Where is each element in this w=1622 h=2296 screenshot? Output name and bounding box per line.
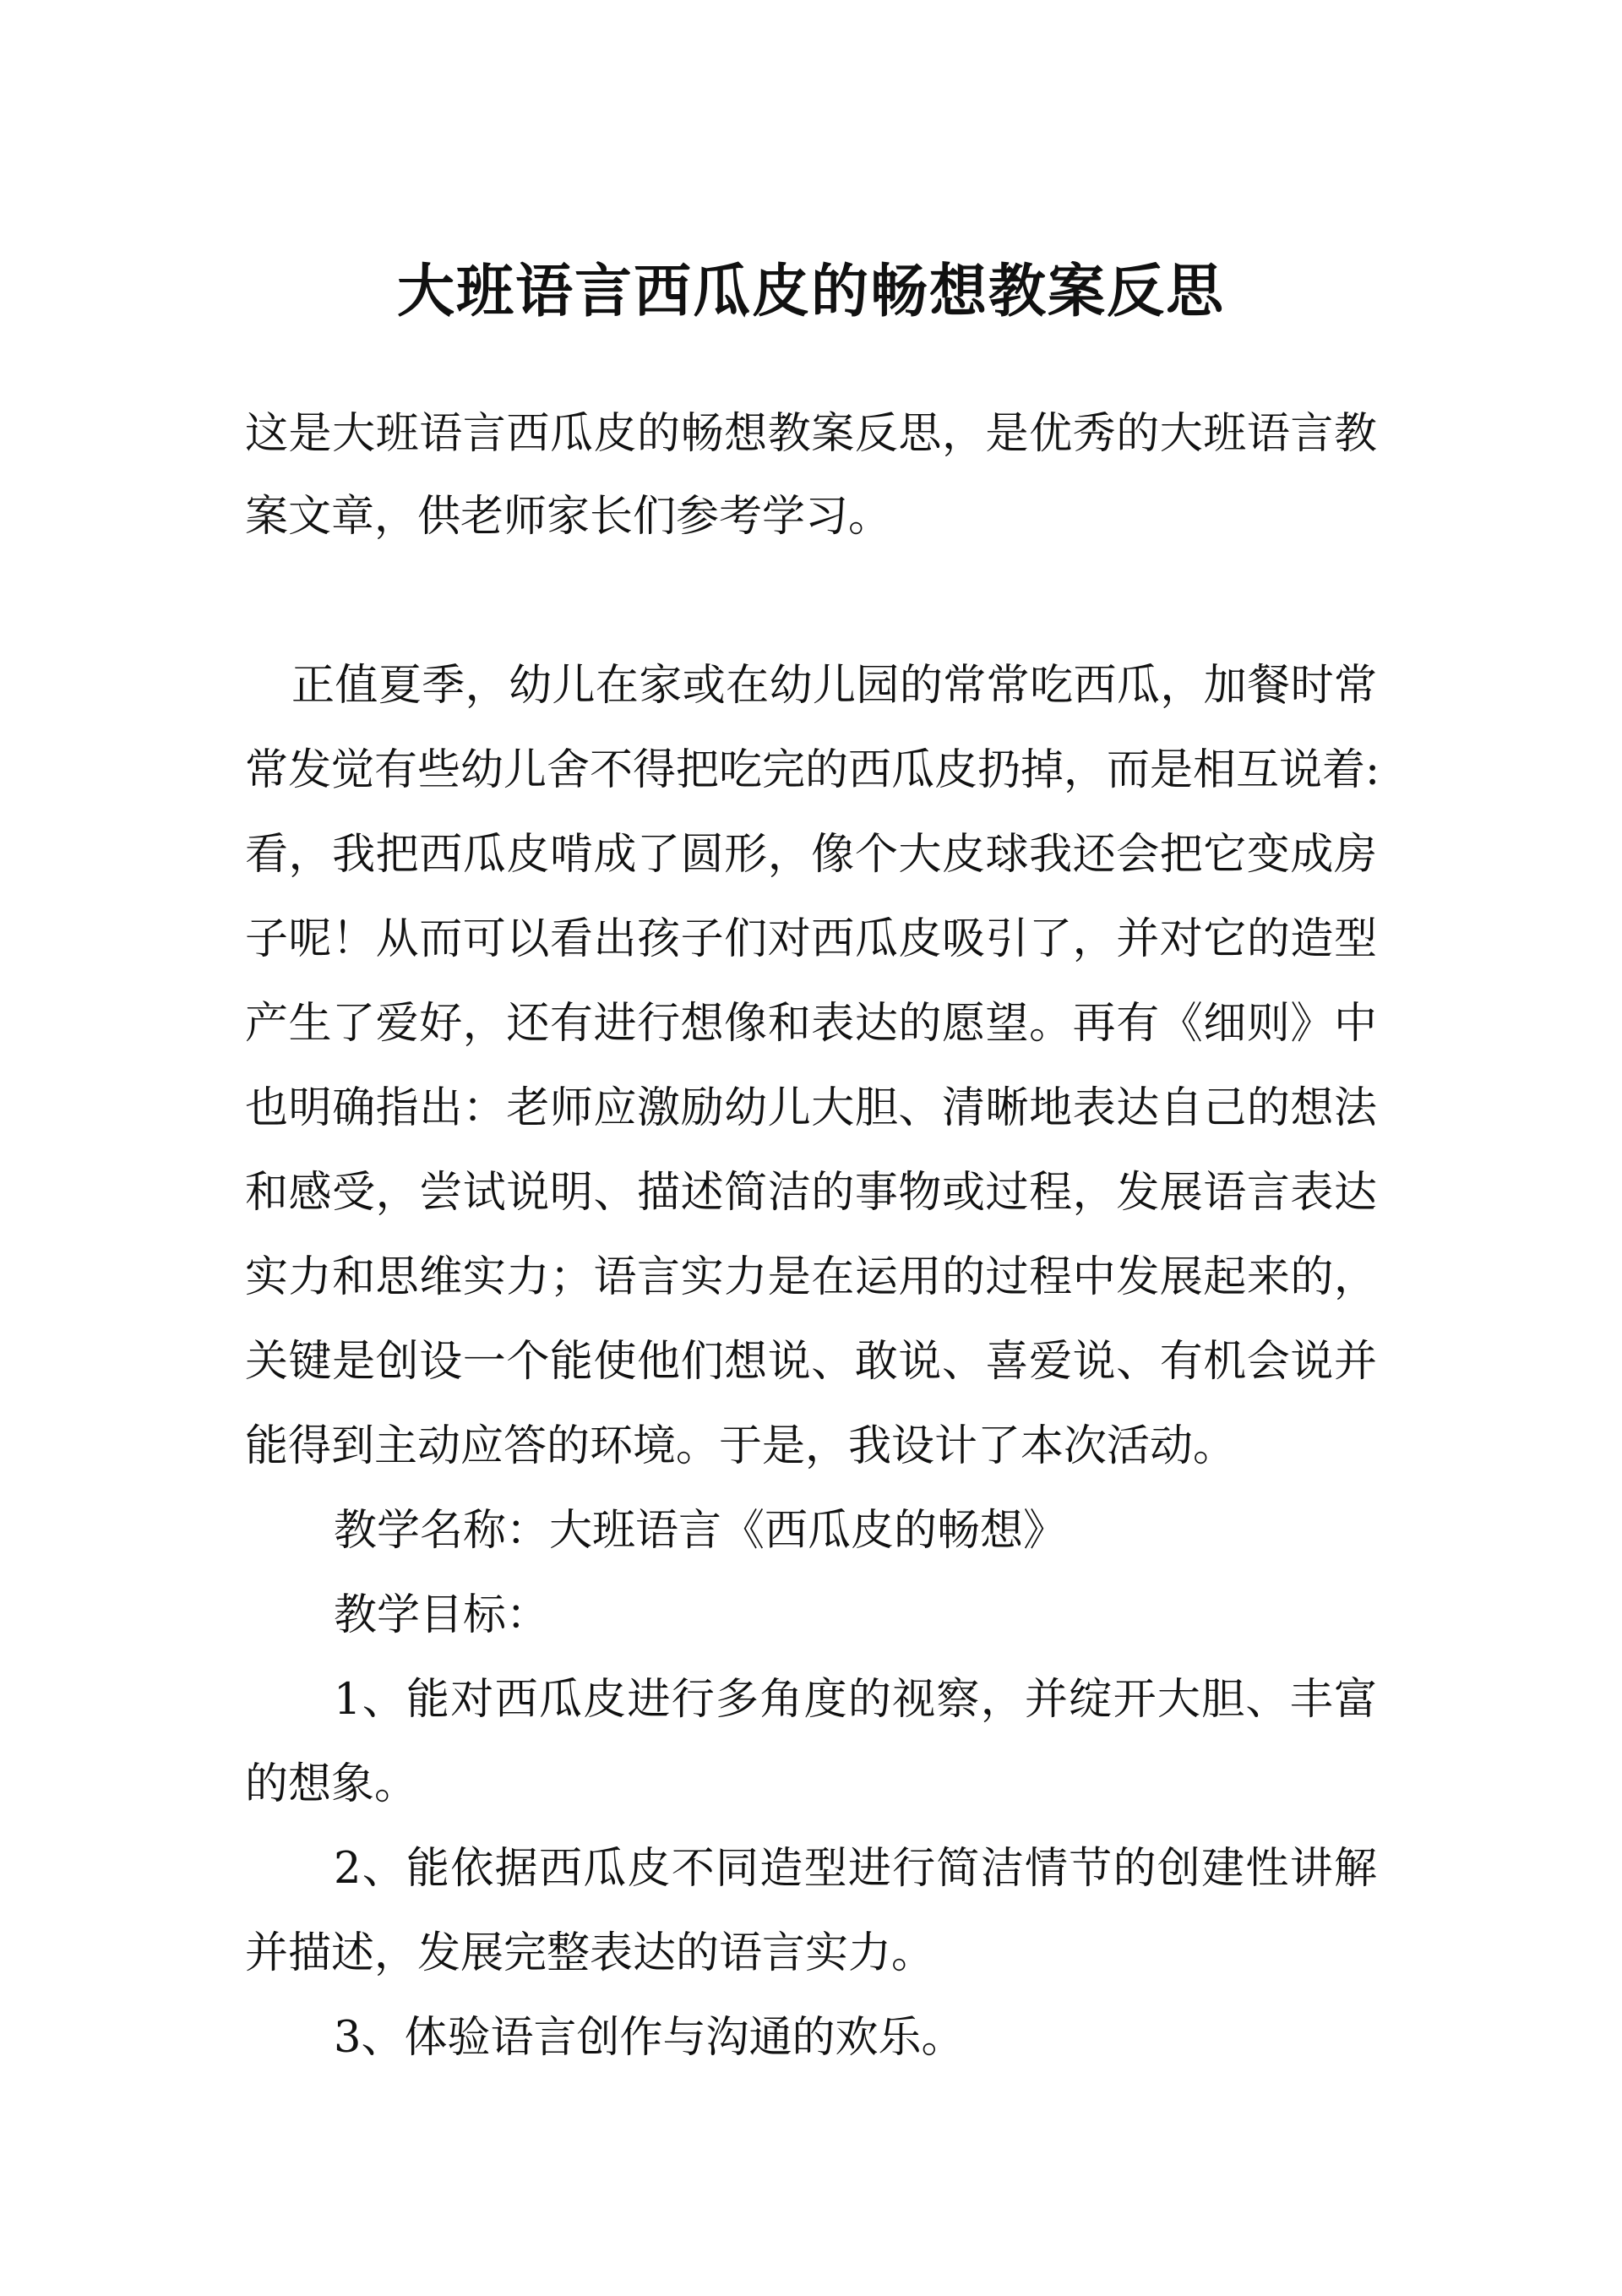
paragraph-line: 实力和思维实力；语言实力是在运用的过程中发展起来的， — [245, 1252, 1377, 1302]
paragraph-line: 常发觉有些幼儿舍不得把吃完的西瓜皮扔掉，而是相互说着: — [245, 745, 1380, 795]
intro-line: 案文章，供老师家长们参考学习。 — [245, 492, 892, 542]
paragraph-line: 关键是创设一个能使他们想说、敢说、喜爱说、有机会说并 — [245, 1337, 1377, 1387]
goal-item-line: 的想象。 — [245, 1759, 418, 1809]
goal-item-line: 3、体验语言创作与沟通的欢乐。 — [334, 2013, 965, 2063]
paragraph-line: 产生了爱好，还有进行想像和表达的愿望。再有《细则》中 — [245, 999, 1377, 1049]
paragraph-line: 能得到主动应答的环境。于是，我设计了本次活动。 — [245, 1421, 1237, 1471]
teaching-goals-label: 教学目标： — [334, 1590, 550, 1640]
paragraph-line: 也明确指出：老师应激励幼儿大胆、清晰地表达自己的想法 — [245, 1083, 1377, 1133]
teaching-name: 教学名称：大班语言《西瓜皮的畅想》 — [334, 1506, 1067, 1556]
paragraph-line: 子呢！从而可以看出孩子们对西瓜皮吸引了，并对它的造型 — [245, 914, 1377, 964]
paragraph-line: 和感受，尝试说明、描述简洁的事物或过程，发展语言表达 — [245, 1168, 1377, 1218]
document-title: 大班语言西瓜皮的畅想教案反思 — [396, 258, 1225, 325]
paragraph-line: 看，我把西瓜皮啃成了圆形，像个大皮球我还会把它变成房 — [245, 830, 1377, 880]
intro-line: 这是大班语言西瓜皮的畅想教案反思，是优秀的大班语言教 — [245, 409, 1377, 459]
goal-item-line: 1、能对西瓜皮进行多角度的视察，并绽开大胆、丰富 — [334, 1675, 1377, 1725]
paragraph-line: 正值夏季，幼儿在家或在幼儿园的常常吃西瓜，加餐时常 — [291, 661, 1377, 711]
goal-item-line: 并描述，发展完整表达的语言实力。 — [245, 1928, 935, 1978]
goal-item-line: 2、能依据西瓜皮不同造型进行简洁情节的创建性讲解 — [334, 1844, 1377, 1894]
